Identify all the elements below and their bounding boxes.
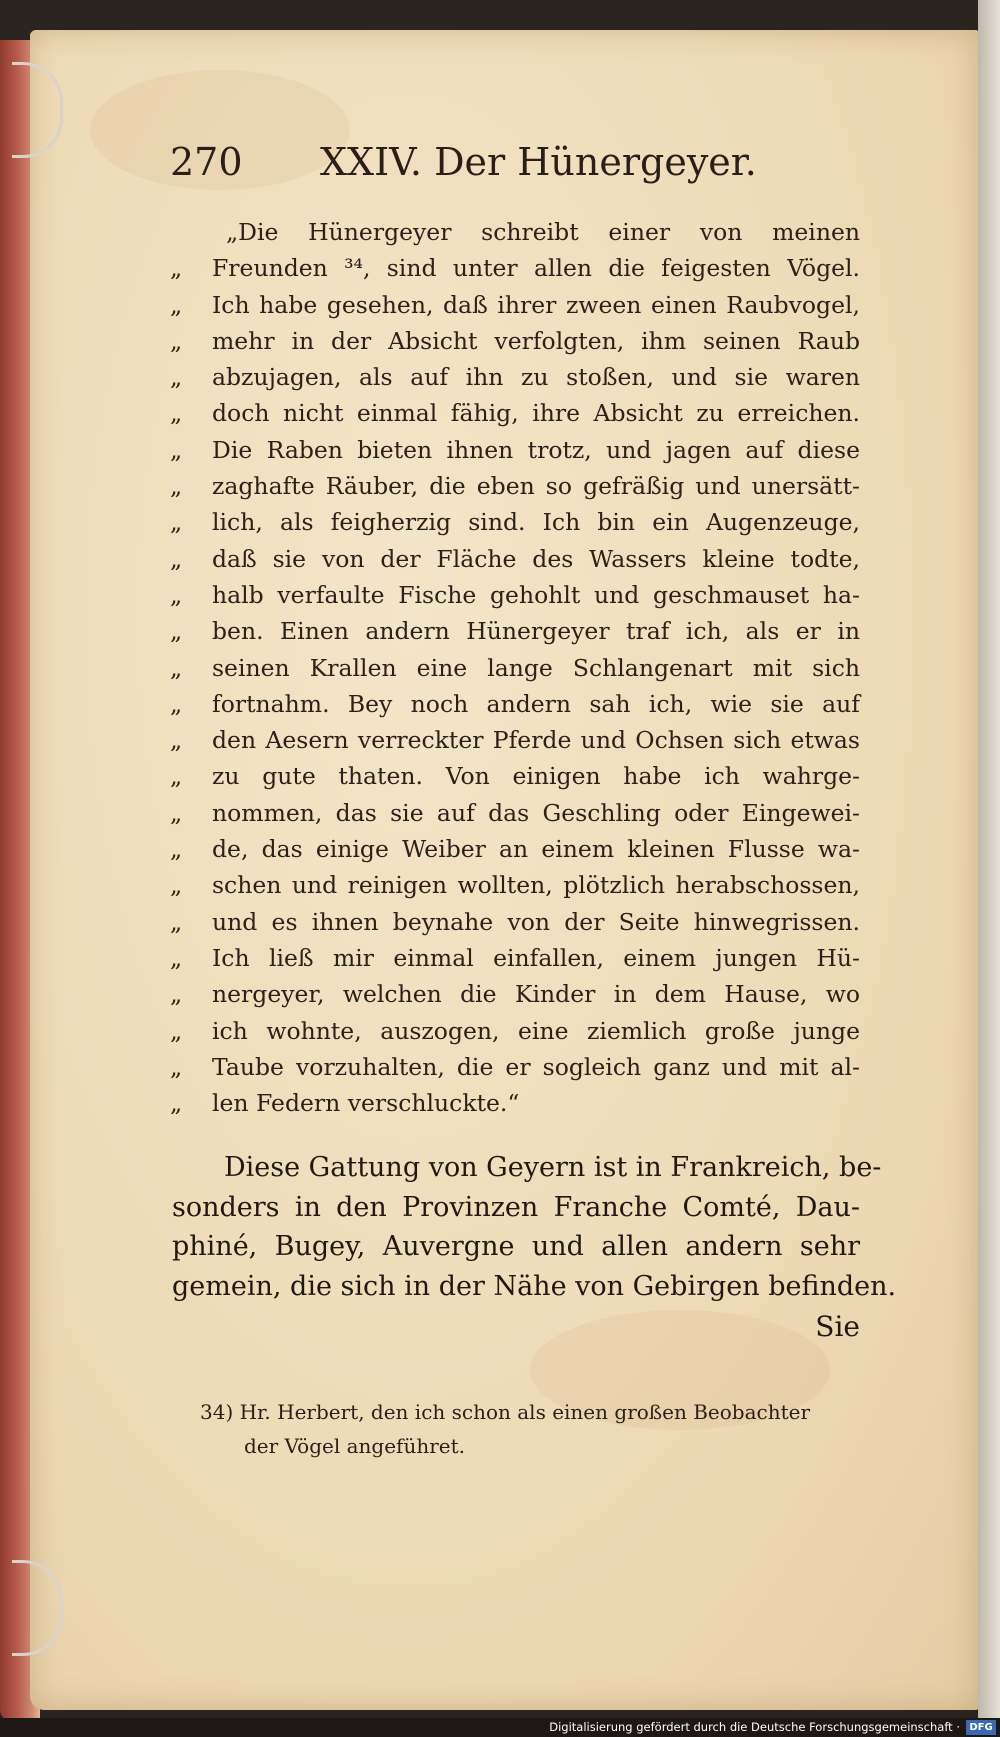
- quote-mark: „: [170, 435, 183, 464]
- quote-mark: „: [170, 290, 183, 319]
- quote-text: nergeyer, welchen die Kinder in dem Hause, wo: [212, 980, 860, 1009]
- catchword: Sie: [815, 1310, 860, 1343]
- quote-mark: „: [170, 907, 183, 936]
- quote-line: [170, 867, 860, 903]
- quote-mark: „: [170, 798, 183, 827]
- quote-line: [170, 650, 860, 686]
- quote-mark: „: [170, 580, 183, 609]
- quote-text: Taube vorzuhalten, die er sogleich ganz und mit al-: [212, 1052, 860, 1081]
- quote-line: [170, 976, 860, 1012]
- quote-line: [170, 831, 860, 867]
- paragraph-line: Diese Gattung von Geyern ist in Frankreich, be-: [224, 1152, 882, 1183]
- quote-line: [170, 468, 860, 504]
- quote-text: Freunden ³⁴, sind unter allen die feigesten Vögel.: [212, 254, 860, 283]
- paragraph-line: sonders in den Provinzen Franche Comté, Dau-: [172, 1191, 860, 1223]
- quote-text: halb verfaulte Fische gehohlt und geschmauset ha-: [212, 580, 860, 609]
- quote-line: [170, 395, 860, 431]
- quote-text: abzujagen, als auf ihn zu stoßen, und sie waren: [212, 363, 860, 392]
- quote-mark: „: [170, 835, 183, 864]
- quote-line: [170, 1085, 860, 1121]
- quote-text: nommen, das sie auf das Geschling oder Eingewei-: [212, 798, 860, 827]
- quote-mark: „: [170, 472, 183, 501]
- quote-mark: „: [170, 1052, 183, 1081]
- quote-text: „Die Hünergeyer schreibt einer von meinen: [226, 218, 860, 246]
- quote-line: [170, 613, 860, 649]
- quote-line: [170, 323, 860, 359]
- quote-mark: „: [170, 399, 183, 428]
- quote-line: [170, 214, 860, 250]
- quote-mark: „: [170, 326, 183, 355]
- dfg-logo: DFG: [966, 1720, 996, 1735]
- paragraph-line: phiné, Bugey, Auvergne und allen andern sehr: [172, 1231, 860, 1262]
- quote-line: [170, 940, 860, 976]
- quote-line: [170, 287, 860, 323]
- footnote-line: 34) Hr. Herbert, den ich schon als einen großen Beobachter: [200, 1400, 811, 1424]
- quote-line: [170, 795, 860, 831]
- quote-line: [170, 758, 860, 794]
- quote-text: de, das einige Weiber an einem kleinen Flusse wa-: [212, 835, 860, 864]
- footnote: [200, 1395, 860, 1463]
- quote-mark: „: [170, 689, 183, 718]
- quote-line: [170, 359, 860, 395]
- quote-mark: „: [170, 617, 183, 646]
- quote-line: [170, 1049, 860, 1085]
- quote-text: ben. Einen andern Hünergeyer traf ich, als er in: [212, 617, 860, 646]
- quote-text: zu gute thaten. Von einigen habe ich wahrge-: [212, 762, 860, 791]
- quote-block: [170, 214, 860, 1121]
- quote-line: [170, 577, 860, 613]
- quote-text: len Federn verschluckte.“: [212, 1089, 520, 1118]
- quote-mark: „: [170, 653, 183, 682]
- scan-edge: [978, 0, 1000, 1737]
- quote-mark: „: [170, 1016, 183, 1045]
- quote-line: [170, 1013, 860, 1049]
- quote-text: doch nicht einmal fähig, ihre Absicht zu erreichen.: [212, 399, 860, 428]
- quote-text: den Aesern verreckter Pferde und Ochsen sich etwas: [212, 726, 860, 755]
- quote-line: [170, 686, 860, 722]
- quote-text: fortnahm. Bey noch andern sah ich, wie sie auf: [212, 689, 860, 718]
- quote-text: zaghafte Räuber, die eben so gefräßig und unersätt-: [212, 472, 860, 501]
- quote-mark: „: [170, 943, 183, 972]
- quote-mark: „: [170, 980, 183, 1009]
- quote-text: ich wohnte, auszogen, eine ziemlich große junge: [212, 1016, 860, 1045]
- quote-text: lich, als feigherzig sind. Ich bin ein Augenzeuge,: [212, 508, 860, 537]
- body-paragraph: [172, 1148, 897, 1306]
- quote-text: mehr in der Absicht verfolgten, ihm seinen Raub: [212, 326, 860, 355]
- quote-mark: „: [170, 871, 183, 900]
- quote-mark: „: [170, 508, 183, 537]
- quote-text: Ich ließ mir einmal einfallen, einem jungen Hü-: [212, 943, 860, 972]
- quote-line: [170, 250, 860, 286]
- quote-line: [170, 904, 860, 940]
- quote-text: Ich habe gesehen, daß ihrer zween einen Raubvogel,: [212, 290, 860, 319]
- page-header: [170, 140, 850, 190]
- quote-mark: „: [170, 544, 183, 573]
- quote-mark: „: [170, 254, 183, 283]
- running-head: XXIV. Der Hünergeyer.: [320, 140, 757, 184]
- quote-mark: „: [170, 363, 183, 392]
- quote-mark: „: [170, 726, 183, 755]
- quote-line: [170, 541, 860, 577]
- quote-text: schen und reinigen wollten, plötzlich herabschossen,: [212, 871, 860, 900]
- quote-line: [170, 432, 860, 468]
- quote-mark: „: [170, 1089, 183, 1118]
- quote-text: und es ihnen beynahe von der Seite hinwegrissen.: [212, 907, 860, 936]
- footer-credit: Digitalisierung gefördert durch die Deutsche Forschungsgemeinschaft ·: [549, 1720, 960, 1734]
- quote-text: seinen Krallen eine lange Schlangenart mit sich: [212, 653, 860, 682]
- quote-line: [170, 504, 860, 540]
- paragraph-line: gemein, die sich in der Nähe von Gebirgen befinden.: [172, 1270, 897, 1302]
- quote-mark: „: [170, 762, 183, 791]
- footnote-line: der Vögel angeführet.: [244, 1434, 465, 1458]
- quote-text: Die Raben bieten ihnen trotz, und jagen auf diese: [212, 435, 860, 464]
- page-number: 270: [170, 140, 243, 184]
- quote-line: [170, 722, 860, 758]
- quote-text: daß sie von der Fläche des Wassers kleine todte,: [212, 544, 860, 573]
